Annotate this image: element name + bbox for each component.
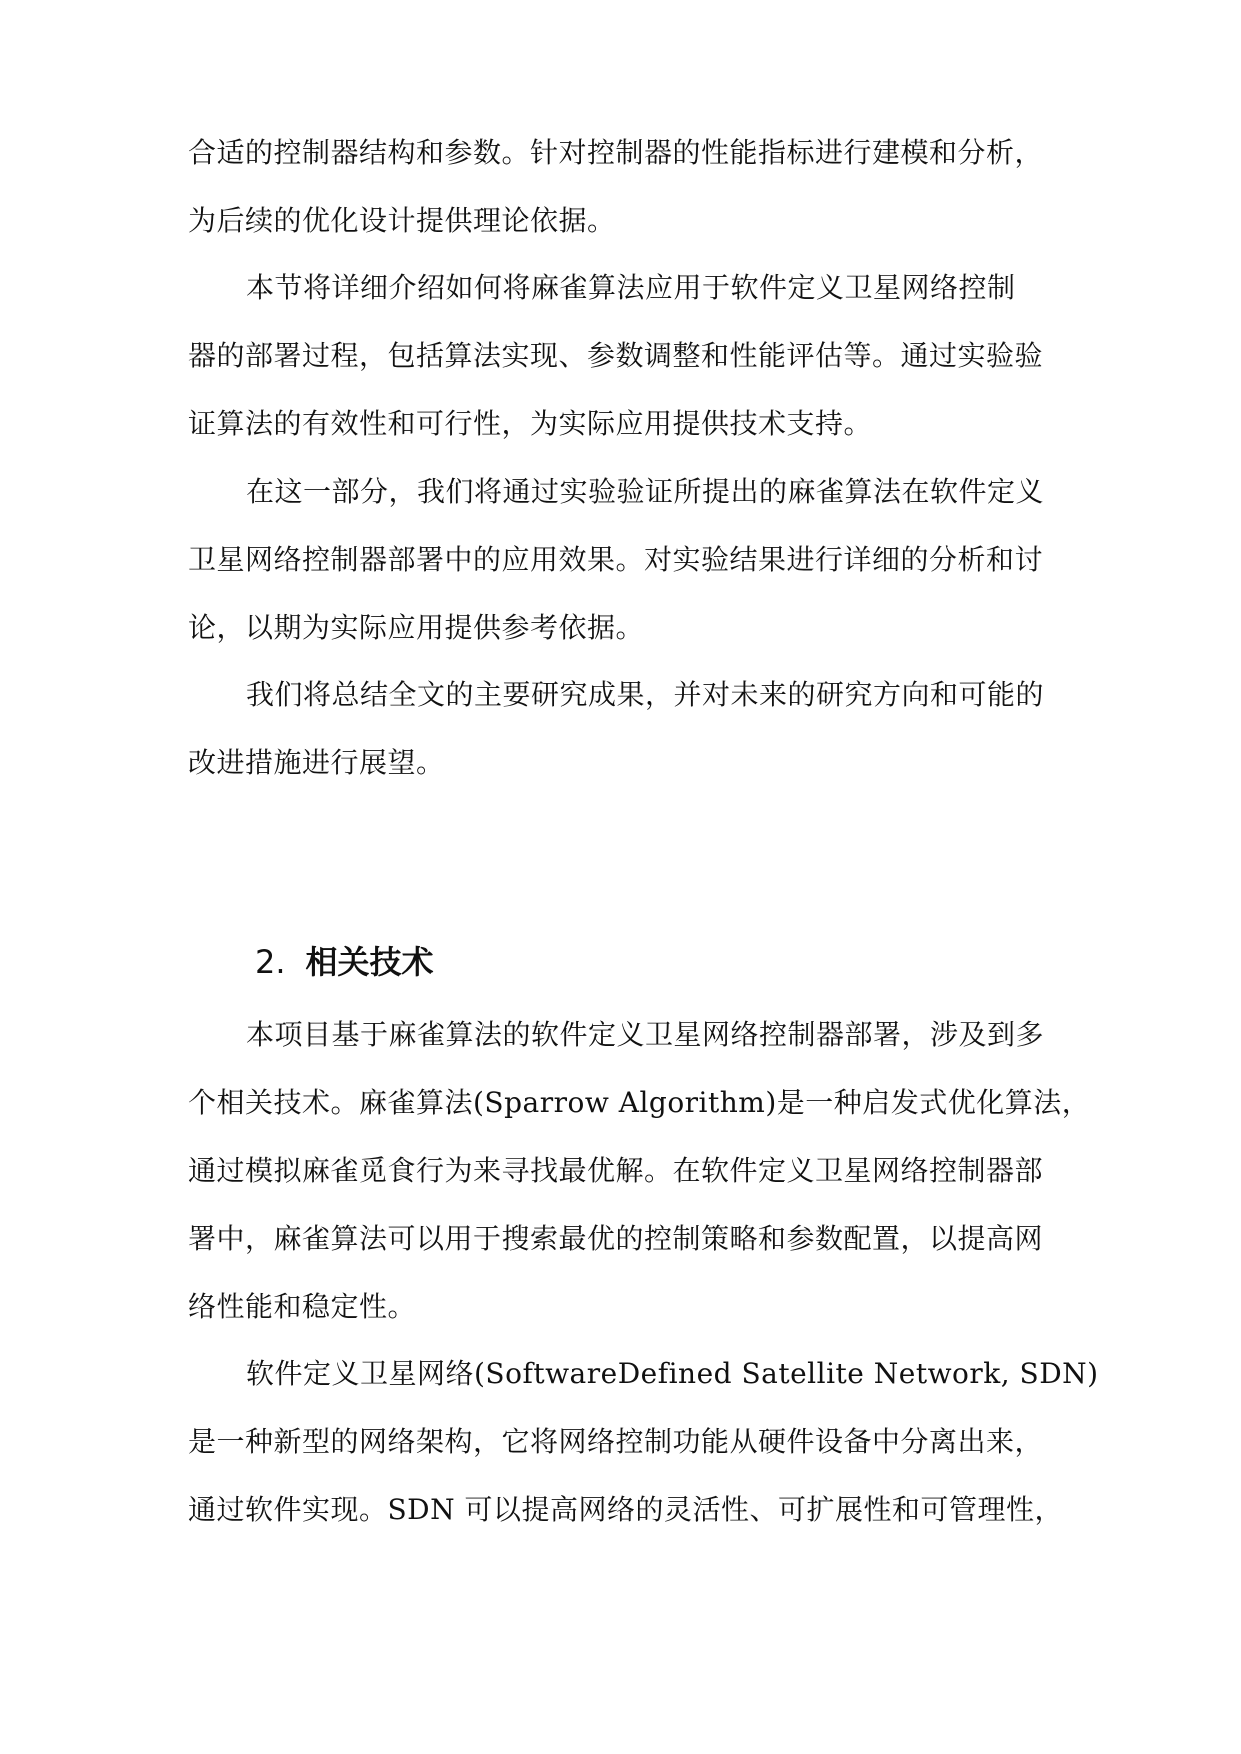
section-paragraph-2-line-3: 通过软件实现。SDN 可以提高网络的灵活性、可扩展性和可管理性， <box>188 1493 1064 1526</box>
paragraph-1-line-1: 合适的控制器结构和参数。针对控制器的性能指标进行建模和分析， <box>188 136 1044 169</box>
paragraph-4-line-1: 我们将总结全文的主要研究成果，并对未来的研究方向和可能的 <box>246 678 1045 711</box>
section-paragraph-1-line-3: 通过模拟麻雀觅食行为来寻找最优解。在软件定义卫星网络控制器部 <box>188 1154 1044 1187</box>
paragraph-1-line-2: 为后续的优化设计提供理论依据。 <box>188 204 616 237</box>
section-paragraph-1-line-4: 署中，麻雀算法可以用于搜索最优的控制策略和参数配置，以提高网 <box>188 1222 1044 1255</box>
section-paragraph-2-line-2: 是一种新型的网络架构，它将网络控制功能从硬件设备中分离出来， <box>188 1425 1044 1458</box>
section-paragraph-1-line-1: 本项目基于麻雀算法的软件定义卫星网络控制器部署，涉及到多 <box>246 1018 1045 1051</box>
section-paragraph-1-line-5: 络性能和稳定性。 <box>188 1290 417 1323</box>
section-paragraph-1-line-2: 个相关技术。麻雀算法(Sparrow Algorithm)是一种启发式优化算法， <box>188 1086 1091 1119</box>
section-number: 2. <box>255 943 286 981</box>
paragraph-3-line-3: 论，以期为实际应用提供参考依据。 <box>188 611 645 644</box>
paragraph-3-line-2: 卫星网络控制器部署中的应用效果。对实验结果进行详细的分析和讨 <box>188 543 1044 576</box>
section-title: 相关技术 <box>305 943 434 981</box>
paragraph-2-line-3: 证算法的有效性和可行性，为实际应用提供技术支持。 <box>188 407 873 440</box>
paragraph-2-line-1: 本节将详细介绍如何将麻雀算法应用于软件定义卫星网络控制 <box>246 271 1016 304</box>
section-paragraph-2-line-1: 软件定义卫星网络(SoftwareDefined Satellite Network, SDN) <box>246 1357 1099 1390</box>
paragraph-3-line-1: 在这一部分，我们将通过实验验证所提出的麻雀算法在软件定义 <box>246 475 1045 508</box>
section-heading <box>255 940 434 984</box>
paragraph-4-line-2: 改进措施进行展望。 <box>188 746 445 779</box>
paragraph-2-line-2: 器的部署过程，包括算法实现、参数调整和性能评估等。通过实验验 <box>188 339 1044 372</box>
